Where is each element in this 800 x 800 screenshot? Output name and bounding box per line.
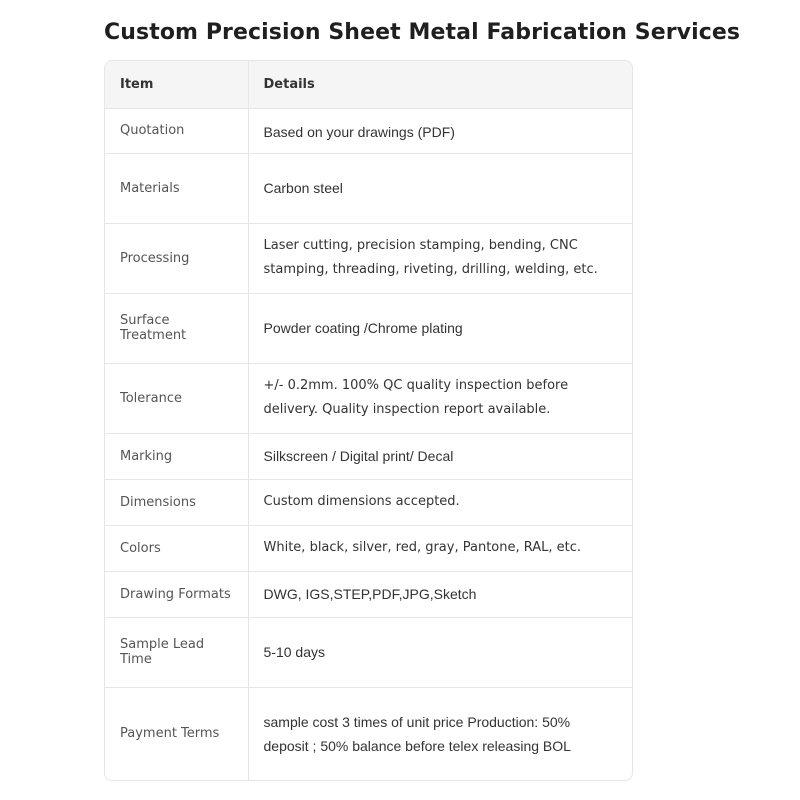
row-details-colors: White, black, silver, red, gray, Pantone, RAL, etc. [248,525,633,571]
table-row [105,433,633,479]
row-item-processing: Processing [105,223,248,293]
row-details-surface-treatment: Powder coating /Chrome plating [248,293,633,363]
row-details-quotation: Based on your drawings (PDF) [248,108,633,153]
table-row [105,363,633,433]
row-item-surface-treatment: Surface Treatment [105,293,248,363]
table-row [105,153,633,223]
row-details-marking: Silkscreen / Digital print/ Decal [248,433,633,479]
row-details-drawing-formats: DWG, IGS,STEP,PDF,JPG,Sketch [248,571,633,617]
table-row [105,525,633,571]
column-header-item: Item [105,61,248,108]
row-item-drawing-formats: Drawing Formats [105,571,248,617]
table-row [105,479,633,525]
column-header-details: Details [248,61,633,108]
row-item-materials: Materials [105,153,248,223]
table-row [105,687,633,780]
table-row [105,293,633,363]
row-details-sample-lead-time: 5-10 days [248,617,633,687]
row-item-sample-lead-time: Sample Lead Time [105,617,248,687]
row-item-tolerance: Tolerance [105,363,248,433]
row-item-colors: Colors [105,525,248,571]
row-details-dimensions: Custom dimensions accepted. [248,479,633,525]
row-details-payment-terms: sample cost 3 times of unit price Production: 50% deposit ; 50% balance before telex releasing BOL [248,687,633,780]
row-details-tolerance: +/- 0.2mm. 100% QC quality inspection before delivery. Quality inspection report available. [248,363,633,433]
row-item-payment-terms: Payment Terms [120,726,220,742]
row-item-dimensions: Dimensions [105,479,248,525]
page-title: Custom Precision Sheet Metal Fabrication Services [104,20,741,45]
row-item-quotation: Quotation [105,108,248,153]
table-row [105,108,633,153]
row-item-marking: Marking [105,433,248,479]
row-details-materials: Carbon steel [248,153,633,223]
specification-table [104,60,633,781]
table-row [105,571,633,617]
table-header-row [105,61,633,108]
table-row [105,223,633,293]
row-details-processing: Laser cutting, precision stamping, bending, CNC stamping, threading, riveting, drilling, welding, etc. [248,223,633,293]
table-row [105,617,633,687]
